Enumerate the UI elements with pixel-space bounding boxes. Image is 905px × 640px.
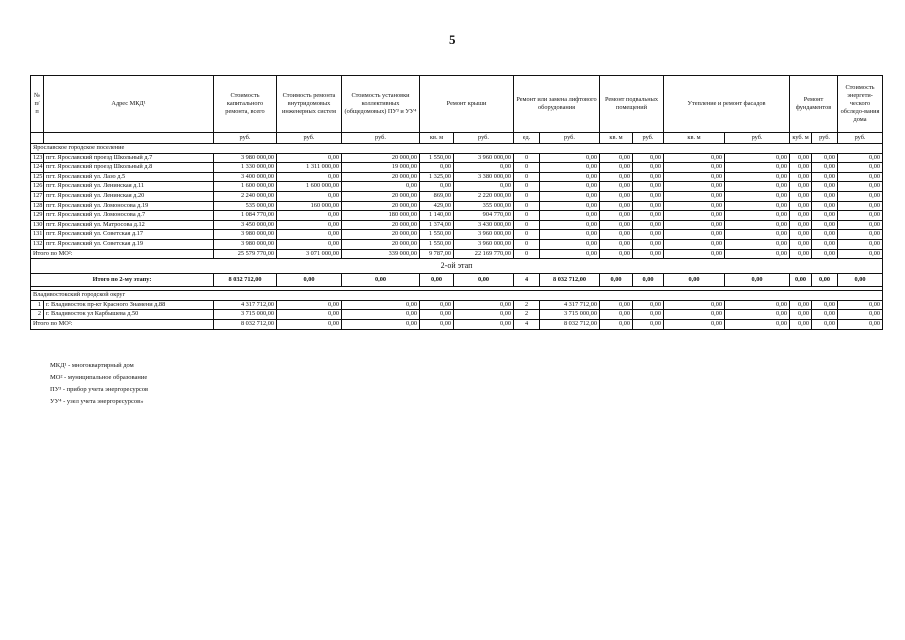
value-cell: 0,00 [540, 163, 600, 173]
stage-sum-value: 8 032 712,00 [214, 274, 277, 287]
stage-sum-value: 8 032 712,00 [540, 274, 600, 287]
value-cell: 0,00 [277, 310, 342, 320]
total-value: 0,00 [725, 319, 790, 329]
value-cell: 0,00 [725, 163, 790, 173]
table-row [31, 239, 883, 249]
value-cell: 0,00 [633, 191, 664, 201]
row-number: 125 [31, 172, 44, 182]
value-cell: 0,00 [540, 239, 600, 249]
value-cell: 0,00 [725, 201, 790, 211]
value-cell: 20 000,00 [342, 239, 420, 249]
value-cell: 869,00 [420, 191, 454, 201]
value-cell: 0 [514, 201, 540, 211]
value-cell: 0,00 [540, 211, 600, 221]
row-address: пгт. Ярославский ул. Ленинская д.20 [44, 191, 214, 201]
header-address: Адрес МКД¹ [44, 76, 214, 133]
stage-title: 2-ой этап [31, 259, 883, 274]
value-cell: 0,00 [812, 201, 838, 211]
header-basement: Ремонт подвальных помещений [600, 76, 664, 133]
footnote: МО² - муниципальное образование [50, 374, 148, 381]
total-value: 0,00 [812, 319, 838, 329]
value-cell: 355 000,00 [454, 201, 514, 211]
value-cell: 0,00 [277, 172, 342, 182]
value-cell: 0,00 [812, 230, 838, 240]
unit-cell: руб. [812, 133, 838, 144]
header-internal-systems: Стоимость ремонта внутридомовых инженерных систем [277, 76, 342, 133]
value-cell: 20 000,00 [342, 220, 420, 230]
total-value: 25 579 770,00 [214, 249, 277, 259]
value-cell: 535 000,00 [214, 201, 277, 211]
value-cell: 0,00 [600, 172, 633, 182]
value-cell: 0,00 [790, 211, 812, 221]
value-cell: 0 [514, 239, 540, 249]
value-cell: 0,00 [725, 230, 790, 240]
value-cell: 0,00 [633, 153, 664, 163]
table-row [31, 191, 883, 201]
header-total-cost: Стоимость капитального ремонта, всего [214, 76, 277, 133]
value-cell: 0,00 [633, 201, 664, 211]
value-cell: 0,00 [664, 172, 725, 182]
value-cell: 20 000,00 [342, 201, 420, 211]
value-cell: 0 [514, 191, 540, 201]
value-cell: 0,00 [277, 230, 342, 240]
row-number: 124 [31, 163, 44, 173]
value-cell: 0 [514, 230, 540, 240]
total-value: 0,00 [790, 249, 812, 259]
unit-cell: ед. [514, 133, 540, 144]
total-value: 0,00 [600, 249, 633, 259]
value-cell: 0,00 [790, 220, 812, 230]
value-cell: 0,00 [838, 239, 883, 249]
stage-sum-value: 0,00 [633, 274, 664, 287]
value-cell: 0,00 [633, 230, 664, 240]
total-row [31, 249, 883, 259]
value-cell: 0,00 [420, 300, 454, 310]
value-cell: 0,00 [277, 239, 342, 249]
value-cell: 0,00 [633, 239, 664, 249]
value-cell: 0,00 [342, 182, 420, 192]
value-cell: 0,00 [454, 310, 514, 320]
total-value: 9 787,00 [420, 249, 454, 259]
unit-cell: руб. [214, 133, 277, 144]
value-cell: 0,00 [600, 220, 633, 230]
row-address: пгт. Ярославский ул. Лазо д.5 [44, 172, 214, 182]
value-cell: 1 311 000,00 [277, 163, 342, 173]
unit-cell: руб. [725, 133, 790, 144]
unit-cell: руб. [540, 133, 600, 144]
value-cell: 3 960 000,00 [454, 239, 514, 249]
value-cell: 0,00 [812, 153, 838, 163]
value-cell: 2 [514, 300, 540, 310]
value-cell: 0,00 [790, 153, 812, 163]
footnotes [50, 360, 148, 408]
value-cell: 1 600 000,00 [214, 182, 277, 192]
total-value: 22 169 770,00 [454, 249, 514, 259]
value-cell: 1 084 770,00 [214, 211, 277, 221]
stage-sum-value: 0,00 [664, 274, 725, 287]
value-cell: 0,00 [277, 191, 342, 201]
value-cell: 0,00 [600, 182, 633, 192]
total-value: 0,00 [838, 249, 883, 259]
value-cell: 19 000,00 [342, 163, 420, 173]
value-cell: 2 [514, 310, 540, 320]
value-cell: 20 000,00 [342, 191, 420, 201]
value-cell: 20 000,00 [342, 230, 420, 240]
value-cell: 0,00 [454, 182, 514, 192]
value-cell: 0,00 [838, 201, 883, 211]
value-cell: 0,00 [600, 310, 633, 320]
value-cell: 0,00 [725, 220, 790, 230]
value-cell: 2 220 000,00 [454, 191, 514, 201]
value-cell: 0,00 [790, 163, 812, 173]
value-cell: 0,00 [812, 182, 838, 192]
value-cell: 0,00 [420, 182, 454, 192]
value-cell: 0,00 [838, 191, 883, 201]
value-cell: 0,00 [633, 211, 664, 221]
value-cell: 1 140,00 [420, 211, 454, 221]
table-row [31, 201, 883, 211]
unit-cell: руб. [838, 133, 883, 144]
value-cell: 3 450 000,00 [214, 220, 277, 230]
value-cell: 0,00 [633, 182, 664, 192]
row-number: 131 [31, 230, 44, 240]
value-cell: 0,00 [838, 230, 883, 240]
total-label: Итого по МО²: [31, 249, 214, 259]
value-cell: 0,00 [600, 230, 633, 240]
row-address: пгт. Ярославский ул. Ломоносова д.7 [44, 211, 214, 221]
total-label: Итого по МО²: [31, 319, 214, 329]
value-cell: 20 000,00 [342, 172, 420, 182]
value-cell: 0,00 [454, 163, 514, 173]
value-cell: 429,00 [420, 201, 454, 211]
table-row [31, 163, 883, 173]
value-cell: 0,00 [664, 182, 725, 192]
total-value: 0,00 [633, 319, 664, 329]
value-cell: 0,00 [838, 182, 883, 192]
value-cell: 0,00 [277, 220, 342, 230]
value-cell: 0,00 [725, 211, 790, 221]
value-cell: 0 [514, 220, 540, 230]
value-cell: 0,00 [277, 153, 342, 163]
unit-cell: руб. [454, 133, 514, 144]
value-cell: 0,00 [633, 220, 664, 230]
value-cell: 0,00 [812, 191, 838, 201]
value-cell: 0,00 [664, 191, 725, 201]
total-value: 3 071 000,00 [277, 249, 342, 259]
units-row [31, 133, 883, 144]
value-cell: 2 240 000,00 [214, 191, 277, 201]
value-cell: 0,00 [725, 191, 790, 201]
total-value: 0,00 [812, 249, 838, 259]
value-cell: 1 374,00 [420, 220, 454, 230]
value-cell: 0,00 [664, 300, 725, 310]
row-address: г. Владивосток ул Карбышева д.50 [44, 310, 214, 320]
value-cell: 0,00 [420, 310, 454, 320]
value-cell: 3 715 000,00 [214, 310, 277, 320]
row-number: 1 [31, 300, 44, 310]
value-cell: 0,00 [277, 300, 342, 310]
value-cell: 0,00 [600, 239, 633, 249]
unit-cell: руб. [633, 133, 664, 144]
value-cell: 0,00 [725, 239, 790, 249]
value-cell: 0,00 [664, 201, 725, 211]
total-value: 0,00 [342, 319, 420, 329]
value-cell: 0,00 [664, 153, 725, 163]
value-cell: 0,00 [540, 172, 600, 182]
row-address: пгт. Ярославский проезд Школьный д.8 [44, 163, 214, 173]
value-cell: 4 317 712,00 [214, 300, 277, 310]
footnote: МКД¹ - многоквартирный дом [50, 362, 134, 369]
row-address: пгт. Ярославский ул. Советская д.17 [44, 230, 214, 240]
table-row [31, 153, 883, 163]
value-cell: 0,00 [812, 172, 838, 182]
row-address: пгт. Ярославский ул. Советская д.19 [44, 239, 214, 249]
value-cell: 0,00 [838, 300, 883, 310]
total-value: 0,00 [277, 319, 342, 329]
value-cell: 0,00 [277, 211, 342, 221]
row-number: 126 [31, 182, 44, 192]
header-num: № п/п [31, 76, 44, 133]
header-elevator: Ремонт или замена лифтового оборудования [514, 76, 600, 133]
value-cell: 0,00 [790, 172, 812, 182]
section-title: Ярославское городское поселение [31, 144, 883, 154]
total-value: 8 032 712,00 [214, 319, 277, 329]
total-row [31, 319, 883, 329]
value-cell: 0,00 [812, 211, 838, 221]
value-cell: 1 330 000,00 [214, 163, 277, 173]
value-cell: 3 980 000,00 [214, 239, 277, 249]
value-cell: 3 715 000,00 [540, 310, 600, 320]
value-cell: 1 550,00 [420, 239, 454, 249]
value-cell: 3 400 000,00 [214, 172, 277, 182]
value-cell: 20 000,00 [342, 153, 420, 163]
value-cell: 1 550,00 [420, 230, 454, 240]
value-cell: 0,00 [838, 220, 883, 230]
value-cell: 0,00 [540, 191, 600, 201]
row-address: пгт. Ярославский ул. Ленинская д.11 [44, 182, 214, 192]
total-value: 339 000,00 [342, 249, 420, 259]
value-cell: 160 000,00 [277, 201, 342, 211]
value-cell: 0,00 [540, 153, 600, 163]
row-number: 127 [31, 191, 44, 201]
value-cell: 0,00 [633, 300, 664, 310]
value-cell: 0,00 [540, 182, 600, 192]
value-cell: 0,00 [540, 220, 600, 230]
value-cell: 0,00 [664, 163, 725, 173]
page-number: 5 [449, 32, 456, 47]
header-energy-audit: Стоимость энергети-ческого обследо-вания дома [838, 76, 883, 133]
value-cell: 0,00 [838, 310, 883, 320]
stage-sum-value: 0,00 [277, 274, 342, 287]
value-cell: 0,00 [725, 300, 790, 310]
value-cell: 0,00 [725, 310, 790, 320]
unit-cell: руб. [277, 133, 342, 144]
total-value: 0,00 [790, 319, 812, 329]
row-address: г. Владивосток пр-кт Красного Знамени д.88 [44, 300, 214, 310]
stage-sum-value: 0,00 [420, 274, 454, 287]
total-value: 0,00 [540, 249, 600, 259]
total-value: 0,00 [664, 249, 725, 259]
unit-cell: кв. м [664, 133, 725, 144]
stage-sum-value: 0,00 [600, 274, 633, 287]
table-header-row [31, 76, 883, 133]
value-cell: 0,00 [790, 239, 812, 249]
value-cell: 1 550,00 [420, 153, 454, 163]
repair-cost-table [30, 75, 883, 330]
value-cell: 0,00 [725, 172, 790, 182]
row-address: пгт. Ярославский ул. Матросова д.12 [44, 220, 214, 230]
header-meters: Стоимость установки коллективных (общедомовых) ПУ³ и УУ⁴ [342, 76, 420, 133]
value-cell: 0,00 [725, 153, 790, 163]
total-value: 0,00 [633, 249, 664, 259]
row-number: 123 [31, 153, 44, 163]
value-cell: 0 [514, 163, 540, 173]
stage-sum-value: 0,00 [812, 274, 838, 287]
value-cell: 0,00 [420, 163, 454, 173]
value-cell: 3 960 000,00 [454, 153, 514, 163]
unit-cell: руб. [342, 133, 420, 144]
row-number: 132 [31, 239, 44, 249]
section-title-row [31, 291, 883, 301]
value-cell: 0,00 [600, 163, 633, 173]
stage-sum-value: 0,00 [790, 274, 812, 287]
section-title-row [31, 144, 883, 154]
stage-sum-label: Итого по 2-му этапу: [31, 274, 214, 287]
stage-sum-value: 0,00 [342, 274, 420, 287]
value-cell: 4 317 712,00 [540, 300, 600, 310]
value-cell: 180 000,00 [342, 211, 420, 221]
value-cell: 0,00 [790, 230, 812, 240]
value-cell: 0,00 [812, 220, 838, 230]
total-value: 0,00 [454, 319, 514, 329]
total-value: 0,00 [420, 319, 454, 329]
unit-cell: кв. м [420, 133, 454, 144]
value-cell: 0 [514, 153, 540, 163]
value-cell: 0,00 [812, 239, 838, 249]
stage-title-row [31, 259, 883, 274]
stage-sum-value: 0,00 [454, 274, 514, 287]
value-cell: 0,00 [664, 310, 725, 320]
value-cell: 904 770,00 [454, 211, 514, 221]
row-number: 130 [31, 220, 44, 230]
row-address: пгт. Ярославский проезд Школьный д.7 [44, 153, 214, 163]
value-cell: 1 325,00 [420, 172, 454, 182]
stage-sum-value: 0,00 [838, 274, 883, 287]
footnote: ПУ³ - прибор учета энергоресурсов [50, 386, 149, 393]
table-row [31, 230, 883, 240]
value-cell: 0 [514, 211, 540, 221]
value-cell: 0 [514, 182, 540, 192]
total-value: 0 [514, 249, 540, 259]
value-cell: 0,00 [790, 300, 812, 310]
total-value: 0,00 [600, 319, 633, 329]
total-value: 8 032 712,00 [540, 319, 600, 329]
table-row [31, 172, 883, 182]
row-number: 2 [31, 310, 44, 320]
value-cell: 0,00 [664, 230, 725, 240]
value-cell: 0,00 [600, 153, 633, 163]
header-roof: Ремонт крыши [420, 76, 514, 133]
value-cell: 0,00 [454, 300, 514, 310]
value-cell: 0,00 [633, 163, 664, 173]
table-row [31, 300, 883, 310]
unit-cell: куб. м [790, 133, 812, 144]
row-address: пгт. Ярославский ул. Ломоносова д.19 [44, 201, 214, 211]
value-cell: 0,00 [812, 163, 838, 173]
table-row [31, 220, 883, 230]
value-cell: 3 430 000,00 [454, 220, 514, 230]
value-cell: 0,00 [790, 182, 812, 192]
value-cell: 0,00 [342, 310, 420, 320]
row-number: 129 [31, 211, 44, 221]
value-cell: 0,00 [790, 310, 812, 320]
value-cell: 0,00 [664, 239, 725, 249]
stage-sum-row [31, 274, 883, 287]
value-cell: 0,00 [633, 310, 664, 320]
header-foundation: Ремонт фундаментов [790, 76, 838, 133]
value-cell: 3 980 000,00 [214, 230, 277, 240]
value-cell: 0,00 [342, 300, 420, 310]
value-cell: 0 [514, 172, 540, 182]
section-title: Владивостокский городской округ [31, 291, 883, 301]
unit-cell: кв. м [600, 133, 633, 144]
value-cell: 3 980 000,00 [214, 153, 277, 163]
value-cell: 3 380 000,00 [454, 172, 514, 182]
value-cell: 0,00 [664, 211, 725, 221]
value-cell: 1 600 000,00 [277, 182, 342, 192]
value-cell: 0,00 [838, 153, 883, 163]
value-cell: 0,00 [633, 172, 664, 182]
value-cell: 0,00 [600, 211, 633, 221]
value-cell: 0,00 [664, 220, 725, 230]
value-cell: 0,00 [838, 163, 883, 173]
value-cell: 0,00 [600, 201, 633, 211]
value-cell: 0,00 [812, 300, 838, 310]
value-cell: 0,00 [540, 230, 600, 240]
value-cell: 0,00 [540, 201, 600, 211]
footnote: УУ⁴ - узел учета энергоресурсов» [50, 398, 144, 405]
value-cell: 0,00 [725, 182, 790, 192]
total-value: 0,00 [664, 319, 725, 329]
total-value: 4 [514, 319, 540, 329]
total-value: 0,00 [725, 249, 790, 259]
row-number: 128 [31, 201, 44, 211]
table-row [31, 310, 883, 320]
value-cell: 0,00 [838, 172, 883, 182]
value-cell: 0,00 [812, 310, 838, 320]
value-cell: 0,00 [790, 201, 812, 211]
value-cell: 0,00 [790, 191, 812, 201]
value-cell: 0,00 [600, 191, 633, 201]
table-row [31, 211, 883, 221]
stage-sum-value: 0,00 [725, 274, 790, 287]
value-cell: 0,00 [838, 211, 883, 221]
value-cell: 0,00 [600, 300, 633, 310]
header-facade: Утепление и ремонт фасадов [664, 76, 790, 133]
value-cell: 3 960 000,00 [454, 230, 514, 240]
table-row [31, 182, 883, 192]
stage-sum-value: 4 [514, 274, 540, 287]
total-value: 0,00 [838, 319, 883, 329]
